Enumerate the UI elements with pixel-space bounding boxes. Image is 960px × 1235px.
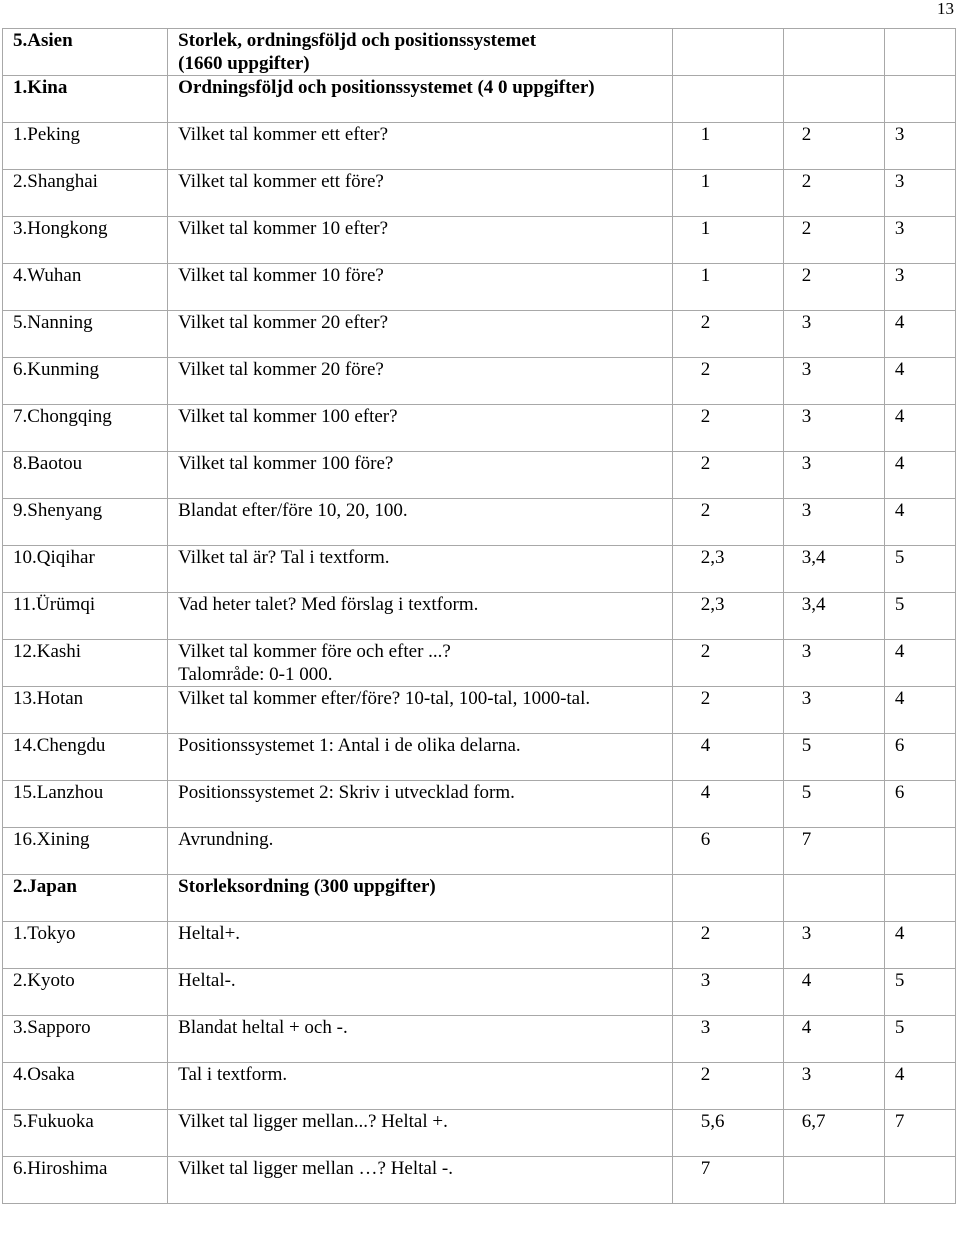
- description-line: Positionssystemet 1: Antal i de olika delarna.: [178, 735, 521, 756]
- level-cell-1: 2,3: [672, 593, 783, 640]
- description-line: Vilket tal kommer 10 före?: [178, 265, 384, 286]
- level-cell-2: 2: [783, 264, 884, 311]
- description-line: Vilket tal kommer 100 före?: [178, 453, 394, 474]
- table-row: [3, 405, 956, 452]
- description-cell: [168, 1110, 673, 1157]
- description-cell: [168, 1157, 673, 1204]
- level-cell-1: 1: [672, 123, 783, 170]
- description-cell: [168, 170, 673, 217]
- table-row: [3, 828, 956, 875]
- table-row: [3, 264, 956, 311]
- level-cell-1: 3: [672, 969, 783, 1016]
- description-line: Vilket tal kommer före och efter ...?: [178, 641, 451, 662]
- place-cell: 15.Lanzhou: [3, 781, 168, 828]
- table-row: [3, 734, 956, 781]
- level-cell-1: 7: [672, 1157, 783, 1204]
- level-cell-3: [884, 29, 955, 76]
- table-row: [3, 1110, 956, 1157]
- description-cell: [168, 217, 673, 264]
- description-cell: [168, 264, 673, 311]
- place-cell: 16.Xining: [3, 828, 168, 875]
- description-line: (1660 uppgifter): [178, 53, 310, 74]
- place-cell: 1.Peking: [3, 123, 168, 170]
- level-cell-1: 2,3: [672, 546, 783, 593]
- level-cell-2: 3: [783, 452, 884, 499]
- level-cell-3: 6: [884, 734, 955, 781]
- level-cell-2: 7: [783, 828, 884, 875]
- level-cell-1: [672, 76, 783, 123]
- level-cell-3: 3: [884, 123, 955, 170]
- level-cell-1: [672, 875, 783, 922]
- description-cell: [168, 123, 673, 170]
- level-cell-2: 3,4: [783, 593, 884, 640]
- description-line: Vilket tal kommer 10 efter?: [178, 218, 389, 239]
- level-cell-2: 4: [783, 1016, 884, 1063]
- description-cell: [168, 640, 673, 687]
- table-row: [3, 969, 956, 1016]
- level-cell-3: 4: [884, 405, 955, 452]
- level-cell-3: 4: [884, 311, 955, 358]
- level-cell-2: 3: [783, 499, 884, 546]
- level-cell-2: 2: [783, 217, 884, 264]
- section-header-row: [3, 875, 956, 922]
- description-line: Vilket tal ligger mellan...? Heltal +.: [178, 1111, 448, 1132]
- place-cell: 7.Chongqing: [3, 405, 168, 452]
- level-cell-2: 5: [783, 781, 884, 828]
- description-line: Vilket tal är? Tal i textform.: [178, 547, 390, 568]
- description-line: Blandat heltal + och -.: [178, 1017, 348, 1038]
- description-cell: [168, 311, 673, 358]
- table-row: [3, 123, 956, 170]
- table-row: [3, 781, 956, 828]
- level-cell-1: 1: [672, 217, 783, 264]
- description-line: Vilket tal kommer 20 efter?: [178, 312, 389, 333]
- place-cell: 14.Chengdu: [3, 734, 168, 781]
- section-header-row: [3, 29, 956, 76]
- place-cell: 11.Ürümqi: [3, 593, 168, 640]
- description-cell: [168, 1063, 673, 1110]
- description-cell: [168, 593, 673, 640]
- level-cell-3: 4: [884, 499, 955, 546]
- place-cell: 12.Kashi: [3, 640, 168, 687]
- level-cell-2: 3: [783, 687, 884, 734]
- level-cell-2: 3: [783, 1063, 884, 1110]
- level-cell-1: 2: [672, 405, 783, 452]
- table-row: [3, 1016, 956, 1063]
- place-cell: 5.Fukuoka: [3, 1110, 168, 1157]
- level-cell-3: [884, 76, 955, 123]
- level-cell-1: 4: [672, 734, 783, 781]
- level-cell-3: 7: [884, 1110, 955, 1157]
- description-cell: [168, 29, 673, 76]
- description-line: Vilket tal kommer 100 efter?: [178, 406, 398, 427]
- description-cell: [168, 969, 673, 1016]
- level-cell-1: 2: [672, 922, 783, 969]
- exercise-table: [2, 28, 956, 1204]
- level-cell-1: 2: [672, 358, 783, 405]
- description-line: Vilket tal kommer ett före?: [178, 171, 384, 192]
- level-cell-2: 6,7: [783, 1110, 884, 1157]
- level-cell-2: 3: [783, 358, 884, 405]
- level-cell-2: 3: [783, 311, 884, 358]
- level-cell-1: 4: [672, 781, 783, 828]
- place-cell: 3.Hongkong: [3, 217, 168, 264]
- level-cell-3: 5: [884, 969, 955, 1016]
- level-cell-1: 2: [672, 1063, 783, 1110]
- table-row: [3, 546, 956, 593]
- description-cell: [168, 828, 673, 875]
- description-line: Positionssystemet 2: Skriv i utvecklad form.: [178, 782, 515, 803]
- place-cell: 2.Kyoto: [3, 969, 168, 1016]
- level-cell-2: 3: [783, 405, 884, 452]
- place-cell: 13.Hotan: [3, 687, 168, 734]
- level-cell-1: 2: [672, 640, 783, 687]
- level-cell-1: [672, 29, 783, 76]
- place-cell: 9.Shenyang: [3, 499, 168, 546]
- table-row: [3, 217, 956, 264]
- description-line: Vilket tal kommer 20 före?: [178, 359, 384, 380]
- place-cell: 5.Nanning: [3, 311, 168, 358]
- level-cell-3: [884, 828, 955, 875]
- place-cell: 10.Qiqihar: [3, 546, 168, 593]
- level-cell-3: 4: [884, 922, 955, 969]
- level-cell-1: 1: [672, 264, 783, 311]
- description-line: Storleksordning (300 uppgifter): [178, 876, 436, 897]
- table-row: [3, 1063, 956, 1110]
- level-cell-2: [783, 76, 884, 123]
- description-cell: [168, 405, 673, 452]
- description-line: Talområde: 0-1 000.: [178, 664, 333, 685]
- place-cell: 1.Kina: [3, 76, 168, 123]
- table-row: [3, 358, 956, 405]
- description-cell: [168, 734, 673, 781]
- description-cell: [168, 546, 673, 593]
- level-cell-1: 2: [672, 452, 783, 499]
- level-cell-3: 4: [884, 1063, 955, 1110]
- description-line: Blandat efter/före 10, 20, 100.: [178, 500, 408, 521]
- level-cell-1: 2: [672, 311, 783, 358]
- level-cell-2: 5: [783, 734, 884, 781]
- level-cell-3: [884, 1157, 955, 1204]
- description-cell: [168, 781, 673, 828]
- place-cell: 3.Sapporo: [3, 1016, 168, 1063]
- table-row: [3, 170, 956, 217]
- level-cell-1: 5,6: [672, 1110, 783, 1157]
- level-cell-2: 3,4: [783, 546, 884, 593]
- place-cell: 4.Wuhan: [3, 264, 168, 311]
- table-row: [3, 499, 956, 546]
- description-line: Tal i textform.: [178, 1064, 288, 1085]
- level-cell-3: 4: [884, 452, 955, 499]
- place-cell: 2.Shanghai: [3, 170, 168, 217]
- description-cell: [168, 76, 673, 123]
- level-cell-1: 2: [672, 687, 783, 734]
- level-cell-3: 5: [884, 593, 955, 640]
- description-cell: [168, 452, 673, 499]
- description-line: Storlek, ordningsföljd och positionssystemet: [178, 30, 537, 51]
- table-row: [3, 1157, 956, 1204]
- level-cell-3: 6: [884, 781, 955, 828]
- level-cell-3: 5: [884, 546, 955, 593]
- table-row: [3, 640, 956, 687]
- level-cell-3: 3: [884, 264, 955, 311]
- description-line: Heltal-.: [178, 970, 236, 991]
- level-cell-2: 2: [783, 170, 884, 217]
- table-row: [3, 311, 956, 358]
- description-line: Vilket tal ligger mellan …? Heltal -.: [178, 1158, 453, 1179]
- table-row: [3, 687, 956, 734]
- place-cell: 6.Hiroshima: [3, 1157, 168, 1204]
- place-cell: 8.Baotou: [3, 452, 168, 499]
- place-cell: 5.Asien: [3, 29, 168, 76]
- place-cell: 4.Osaka: [3, 1063, 168, 1110]
- level-cell-3: 4: [884, 640, 955, 687]
- description-line: Vilket tal kommer efter/före? 10-tal, 100-tal, 1000-tal.: [178, 688, 591, 709]
- level-cell-2: [783, 1157, 884, 1204]
- level-cell-2: 3: [783, 922, 884, 969]
- table-row: [3, 922, 956, 969]
- level-cell-3: 5: [884, 1016, 955, 1063]
- level-cell-2: 4: [783, 969, 884, 1016]
- description-line: Heltal+.: [178, 923, 241, 944]
- level-cell-1: 2: [672, 499, 783, 546]
- page-number: 13: [937, 0, 954, 18]
- level-cell-3: 3: [884, 170, 955, 217]
- level-cell-1: 6: [672, 828, 783, 875]
- place-cell: 2.Japan: [3, 875, 168, 922]
- level-cell-2: [783, 875, 884, 922]
- description-cell: [168, 922, 673, 969]
- table-row: [3, 452, 956, 499]
- level-cell-1: 3: [672, 1016, 783, 1063]
- level-cell-2: 3: [783, 640, 884, 687]
- section-header-row: [3, 76, 956, 123]
- description-cell: [168, 499, 673, 546]
- description-cell: [168, 358, 673, 405]
- level-cell-1: 1: [672, 170, 783, 217]
- description-cell: [168, 875, 673, 922]
- level-cell-2: [783, 29, 884, 76]
- place-cell: 1.Tokyo: [3, 922, 168, 969]
- level-cell-3: 4: [884, 687, 955, 734]
- description-line: Vilket tal kommer ett efter?: [178, 124, 389, 145]
- description-cell: [168, 687, 673, 734]
- description-line: Ordningsföljd och positionssystemet (4 0 uppgifter): [178, 77, 595, 98]
- description-line: Avrundning.: [178, 829, 274, 850]
- level-cell-2: 2: [783, 123, 884, 170]
- table-row: [3, 593, 956, 640]
- place-cell: 6.Kunming: [3, 358, 168, 405]
- level-cell-3: 4: [884, 358, 955, 405]
- description-line: Vad heter talet? Med förslag i textform.: [178, 594, 479, 615]
- description-cell: [168, 1016, 673, 1063]
- level-cell-3: 3: [884, 217, 955, 264]
- level-cell-3: [884, 875, 955, 922]
